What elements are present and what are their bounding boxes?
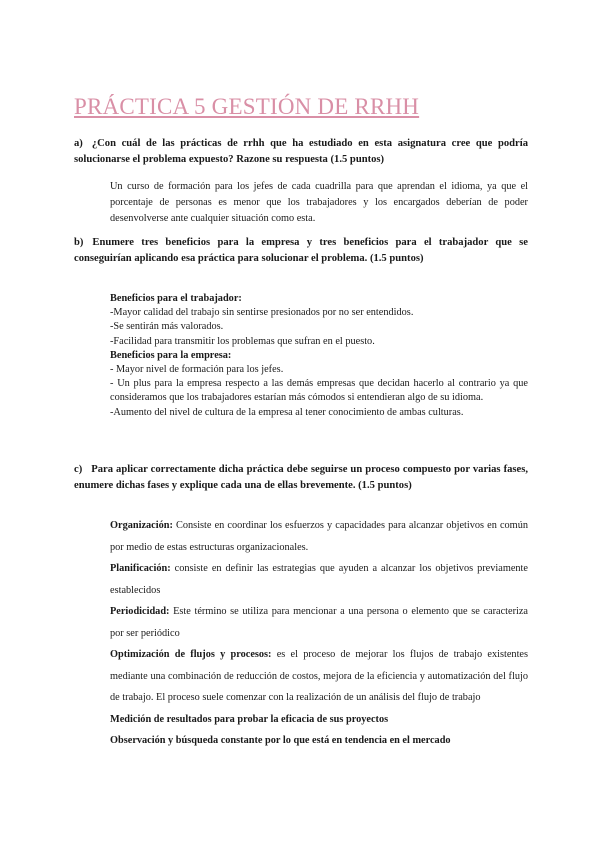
phase-term: Periodicidad: xyxy=(110,606,170,617)
worker-benefits-heading: Beneficios para el trabajador: xyxy=(110,293,242,304)
question-b-label: b) xyxy=(74,237,84,248)
phase-text: Consiste en coordinar los esfuerzos y capacidades para alcanzar objetivos en común por medio de estas estructuras organizacionales. xyxy=(110,520,528,553)
phase-item xyxy=(110,601,528,644)
phase-term: Medición de resultados para probar la eficacia de sus proyectos xyxy=(110,713,389,725)
worker-benefit-item: -Facilidad para transmitir los problemas que sufran en el puesto. xyxy=(110,335,375,347)
company-benefit-item: - Mayor nivel de formación para los jefes. xyxy=(110,364,284,376)
phase-item xyxy=(110,709,528,731)
phase-item xyxy=(110,644,528,709)
question-a-text: ¿Con cuál de las prácticas de rrhh que ha estudiado en esta asignatura cree que podría solucionarse el problema expuesto? Razone su respuesta (1.5 puntos) xyxy=(74,138,528,165)
phase-term: Organización: xyxy=(110,520,173,531)
phase-term: Optimización de flujos y procesos: xyxy=(110,649,272,660)
company-benefits-heading: Beneficios para la empresa: xyxy=(110,349,232,361)
question-a xyxy=(74,136,528,168)
question-c-label: c) xyxy=(74,464,83,475)
question-c-text: Para aplicar correctamente dicha práctica debe seguirse un proceso compuesto por varias fases, enumere dichas fases y explique cada una de ellas brevemente. (1.5 puntos) xyxy=(74,464,528,491)
company-benefit-item: -Aumento del nivel de cultura de la empresa al tener conocimiento de ambas culturas. xyxy=(110,406,464,418)
question-b-text: Enumere tres beneficios para la empresa y tres beneficios para el trabajador que se conseguirían aplicando esa práctica para solucionar el problema. (1.5 puntos) xyxy=(74,237,528,264)
phase-text: consiste en definir las estrategias que ayuden a alcanzar los objetivos previamente establecidos xyxy=(110,563,528,596)
answer-b xyxy=(110,292,528,420)
answer-a: Un curso de formación para los jefes de cada cuadrilla para que aprendan el idioma, ya que el porcentaje de personas es menor que los trabajadores y los encargados deberían de poder desenvolverse ante cualquier situación como esta. xyxy=(110,181,528,224)
phase-item xyxy=(110,730,528,752)
phase-item xyxy=(110,558,528,601)
worker-benefit-item: -Mayor calidad del trabajo sin sentirse presionados por no ser entendidos. xyxy=(110,307,414,319)
phase-term: Observación y búsqueda constante por lo que está en tendencia en el mercado xyxy=(110,735,451,746)
company-benefit-item: - Un plus para la empresa respecto a las demás empresas que decidan hacerlo al contrario ya que consideramos que los trabajadores estarían más cómodos si entendieran algo de su idioma. xyxy=(110,378,528,404)
answer-c xyxy=(110,515,528,752)
phase-term: Planificación: xyxy=(110,563,171,574)
question-b xyxy=(74,235,528,267)
phase-text: es el proceso de mejorar los flujos de trabajo existentes mediante una combinación de reducción de costos, mejora de la eficiencia y automatización del flujo de trabajo. El proceso suele comenzar con la realización de un análisis del flujo de trabajo xyxy=(110,649,529,703)
phase-item xyxy=(110,515,528,558)
phase-text: Este término se utiliza para mencionar a una persona o elemento que se caracteriza por ser periódico xyxy=(110,606,528,639)
question-c xyxy=(74,462,528,494)
worker-benefit-item: -Se sentirán más valorados. xyxy=(110,321,224,333)
page-title: PRÁCTICA 5 GESTIÓN DE RRHH xyxy=(74,94,420,119)
question-a-label: a) xyxy=(74,138,83,149)
